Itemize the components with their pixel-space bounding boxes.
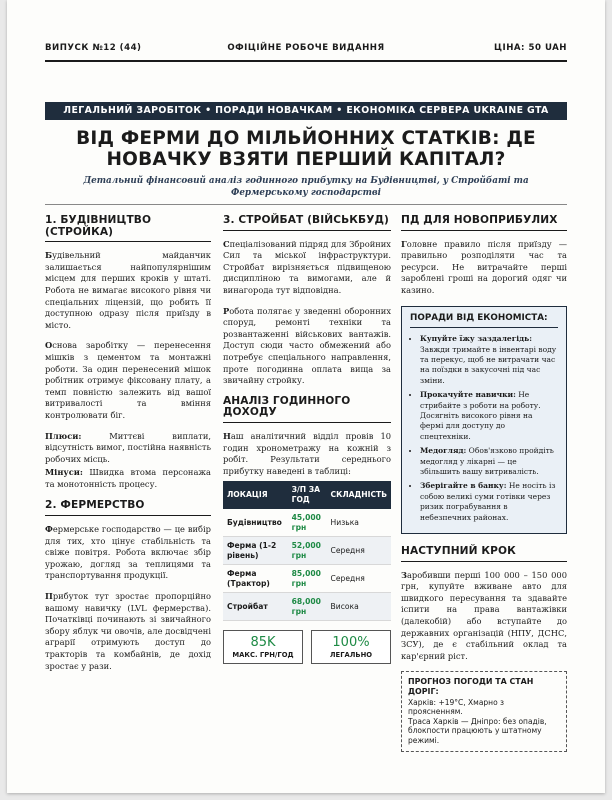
table-header: З/П ЗА ГОД [288,481,327,509]
economist-tips-box [401,306,567,535]
weather-line: Харків: +19°С, Хмарно з проясненням. [408,697,505,717]
paragraph: Робота полягає у зведенні оборонних споруд, ремонті техніки та розвантаженні військових вантажів. Доступ сюди часто обмежений або потребує спеціального направлення, проте погодинна оплата вища за звичайну стройку. [223,305,391,386]
stats-row [223,630,391,664]
headline: ВІД ФЕРМИ ДО МІЛЬЙОННИХ СТАТКІВ: ДЕ НОВАЧКУ ВЗЯТИ ПЕРШИЙ КАПІТАЛ? [76,128,536,170]
newspaper-page [7,0,605,793]
income-table [223,481,391,621]
column-1 [45,215,211,681]
stat-box-max-income: 85K МАКС. ГРН/ГОД [223,630,303,664]
table-row: Будівництво 45,000 грн Низька [223,509,391,537]
subheadline: Детальний фінансовий аналіз годинного прибутку на Будівництві, у Стройбаті та Фермерському господарстві [83,176,529,198]
table-header: ЛОКАЦІЯ [223,481,288,509]
masthead [45,43,567,57]
section-stroybat-title: 3. СТРОЙБАТ (ВІЙСЬКБУД) [223,215,391,231]
table-row: Стройбат 68,000 грн Висока [223,593,391,621]
paragraph: Заробивши перші 100 000 – 150 000 грн, купуйте вживане авто для швидкого пересування та здавайте іспити на права вантажівки (далекобій) або вступайте до державних організацій (НПУ, ДСНС, ЗСУ), де є стабільний оклад та кар'єрний ріст. [401,569,567,661]
topic-banner: ЛЕГАЛЬНИЙ ЗАРОБІТОК • ПОРАДИ НОВАЧКАМ • ЕКОНОМІКА СЕРВЕРА UKRAINE GTA [45,102,567,120]
price-label: ЦІНА: 50 UAH [494,43,567,53]
edition-label: ОФІЦІЙНЕ РОБОЧЕ ВИДАННЯ [227,43,385,53]
issue-number: ВИПУСК №12 (44) [45,43,142,53]
paragraph: Фермерське господарство — це вибір для тих, хто цінує стабільність та свіже повітря. Робота включає збір урожаю, догляд за теплицями та транспортування продукції. [45,524,211,581]
tips-title: ПОРАДИ ВІД ЕКОНОМІСТА: [410,313,558,329]
list-item: • Прокачуйте навички: Не стрибайте з роботи на роботу. Досягніть високого рівня на фермі для доступу до спецтехніки. [420,390,558,442]
section-next-step-title: НАСТУПНИЙ КРОК [401,546,567,562]
paragraph: Прибуток тут зростає пропорційно вашому навичку (LVL фермерства). Початківці починають зі звичайного збору яблук чи овочів, але досвідчені аграрії отримують доступ до тракторів та комбайнів, де дохід зростає у рази. [45,591,211,671]
section-newcomers-title: ПД ДЛЯ НОВОПРИБУЛИХ [401,215,567,231]
section-analysis-title: АНАЛІЗ ГОДИННОГО ДОХОДУ [223,396,391,423]
headline-rule [45,204,567,205]
paragraph: Основа заробітку — перенесення мішків з цементом та монтажні роботи. За один перенесений мішок робітник отримує фіксовану плату, а темп повністю залежить від вашої витривалості та вміння контролювати біг. [45,340,211,420]
table-header: СКЛАДНІСТЬ [327,481,391,509]
cons-text: Мінуси: Швидка втома персонажа та монотонність процесу. [45,467,211,489]
stat-box-legal: 100% ЛЕГАЛЬНО [311,630,391,664]
section-farming-title: 2. ФЕРМЕРСТВО [45,500,211,516]
section-construction-title: 1. БУДІВНИЦТВО (СТРОЙКА) [45,215,211,242]
pros-text: Плюси: Миттєві виплати, відсутність вимог, постійна наявність робочих місць. [45,430,211,464]
masthead-rule [45,60,567,62]
weather-box [401,671,567,751]
paragraph: Головне правило після приїзду — правильно розподіляти час та ресурси. Не витрачайте перші зароблені гроші на дорогий одяг чи казино. [401,238,567,295]
table-row: Ферма (Трактор) 85,000 грн Середня [223,565,391,593]
column-3 [401,215,567,752]
paragraph: Будівельний майданчик залишається найпопулярнішим місцем для перших кроків у штаті. Робота не вимагає високого рівня чи спеціальних ліцензій, що робить її доступною одразу після приїзду в місто. [45,250,211,330]
list-item: • Купуйте їжу заздалегідь: Завжди тримайте в інвентарі воду та перекус, щоб не витрачати час на поїздки в закусочні під час зміни. [420,334,558,386]
paragraph: Спеціалізований підряд для Збройних Сил та міської інфраструктури. Стройбат вирізняється підвищеною дисципліною та вимогами, але й винагорода тут відповідна. [223,238,391,295]
list-item: • Зберігайте в банку: Не носіть із собою великі суми готівки через ризик пограбування в небезпечних районах. [420,481,558,523]
tips-list [410,334,558,523]
paragraph: Наш аналітичний відділ провів 10 годин хронометражу на кожній з робіт. Результати середнього прибутку наведені в таблиці: [223,430,391,476]
list-item: • Медогляд: Обов'язково пройдіть медогляд у лікарні — це збільшить вашу витривалість. [420,446,558,477]
column-2 [223,215,391,664]
weather-title: ПРОГНОЗ ПОГОДИ ТА СТАН ДОРІГ: [408,677,534,696]
table-row: Ферма (1-2 рівень) 52,000 грн Середня [223,537,391,565]
weather-line: Траса Харків — Дніпро: без опадів, блокпости працюють у штатному режимі. [408,716,547,745]
